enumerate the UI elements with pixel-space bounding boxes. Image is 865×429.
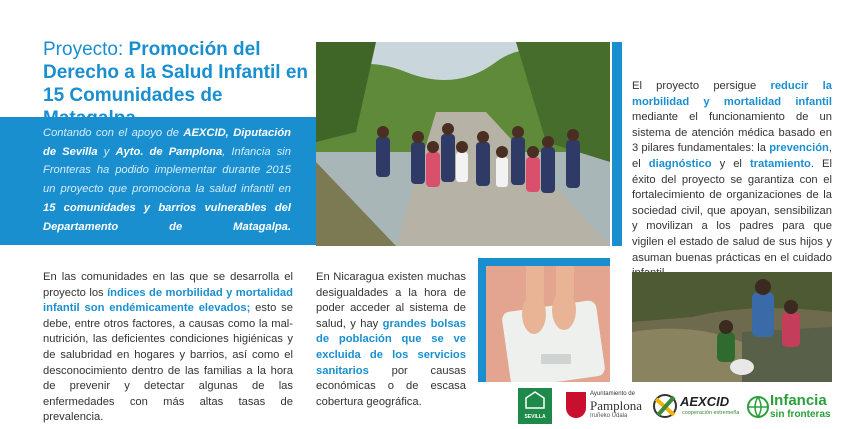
objective-text-5: . El éxito del proyecto se garantiza con el fortalecimiento de organizaciones de la sociedad civil, que apoyan, sensibilizan y movilizan a los padres para que vigilen el estado de salud de sus hijos y asuman buenas prácticas en el cuidado xyxy=(632,157,832,264)
nicaragua-bold-1: grandes bolsas de población que se ve excluida de los servicios sanitarios xyxy=(316,317,467,377)
infancia-sin-fronteras-logo xyxy=(746,388,855,424)
globe-icon xyxy=(746,392,770,422)
pamplona-shield-icon xyxy=(566,392,586,418)
objective-text-3: , el xyxy=(632,142,832,170)
nicaragua-paragraph xyxy=(316,270,466,410)
communities-bold-1: índices de morbilidad y mortalidad infantil son endémicamente elevados; xyxy=(43,286,293,315)
sevilla-emblem-icon xyxy=(518,388,552,414)
sponsor-logos xyxy=(510,388,855,424)
child-on-scale-photo xyxy=(486,266,610,382)
pamplona-logo-top: Ayuntamiento de xyxy=(590,391,635,397)
infancia-logo-sub: sin fronteras xyxy=(770,409,831,420)
intro-text-1: Contando con el apoyo de xyxy=(43,127,184,139)
objective-bold-1: reducir la morbilidad y mortalidad infantil xyxy=(632,80,832,108)
intro-bold-2: Ayto. de Pamplona xyxy=(115,145,223,158)
scale-photo-illustration xyxy=(486,266,610,382)
children-walking-photo xyxy=(316,42,610,246)
aexcid-logo-name: AEXCID xyxy=(680,394,730,409)
nicaragua-text-1: En Nicaragua existen muchas desigualdades a la hora de poder acceder al sistema de salud, y hay xyxy=(316,271,466,330)
intro-text-3: , Infancia sin Fronteras ha podido implementar durante 2015 un proyecto que promociona la salud infantil en xyxy=(43,145,291,196)
objective-bold-3: diagnóstico xyxy=(648,157,712,170)
objective-text-1: El proyecto persigue xyxy=(632,80,771,92)
intro-paragraph xyxy=(43,124,291,236)
objective-paragraph xyxy=(632,79,832,282)
pamplona-logo-sub: Iruñeko Udala xyxy=(590,413,628,419)
objective-bold-2: prevención xyxy=(769,142,829,155)
water-collection-photo xyxy=(632,272,832,382)
aexcid-emblem-icon xyxy=(650,389,680,423)
accent-bar xyxy=(612,42,622,246)
nicaragua-text-2: por causas económicas o de escasa cobertura geográfica. xyxy=(316,364,466,408)
title-bold: Promoción del Derecho a la Salud Infantil en 15 Comunidades de xyxy=(43,39,309,106)
communities-text-2: esto se debe, entre otros factores, a causas como la mal-nutrición, las deficientes condiciones higiénicas y de salubridad en hogares y barrios, así como el desconocimiento dentro de las familias a la hora de prevenir y detectar algunas de las enfermedades con más altas tasas de prevalencia. xyxy=(43,302,293,424)
objective-text-4: y el xyxy=(711,157,750,170)
intro-bold-3: 15 comunidades y barrios vulnerables del Departamento de Matagalpa. xyxy=(43,201,291,233)
intro-bold-1: AEXCID, Diputación de Sevilla xyxy=(43,127,291,158)
intro-text-2: y xyxy=(97,145,116,158)
diputacion-sevilla-logo xyxy=(518,388,552,424)
communities-text-1: En las comunidades en las que se desarrolla el proyecto los xyxy=(43,271,293,299)
aexcid-logo-sub: cooperación extremeña xyxy=(682,410,740,416)
communities-paragraph xyxy=(43,270,293,426)
water-photo-illustration xyxy=(632,272,832,382)
objective-text-2: mediante el funcionamiento de un sistema de atención médica basado en 3 pilares fundamentales: la xyxy=(632,111,832,155)
title-prefix: Proyecto: xyxy=(43,39,129,60)
sevilla-logo-text: SEVILLA xyxy=(524,414,546,420)
aexcid-logo xyxy=(650,388,740,424)
pamplona-logo-name: Pamplona xyxy=(590,398,642,413)
children-photo-illustration xyxy=(316,42,610,246)
objective-bold-4: tratamiento xyxy=(749,157,811,170)
infancia-logo-name: Infancia xyxy=(770,392,827,409)
